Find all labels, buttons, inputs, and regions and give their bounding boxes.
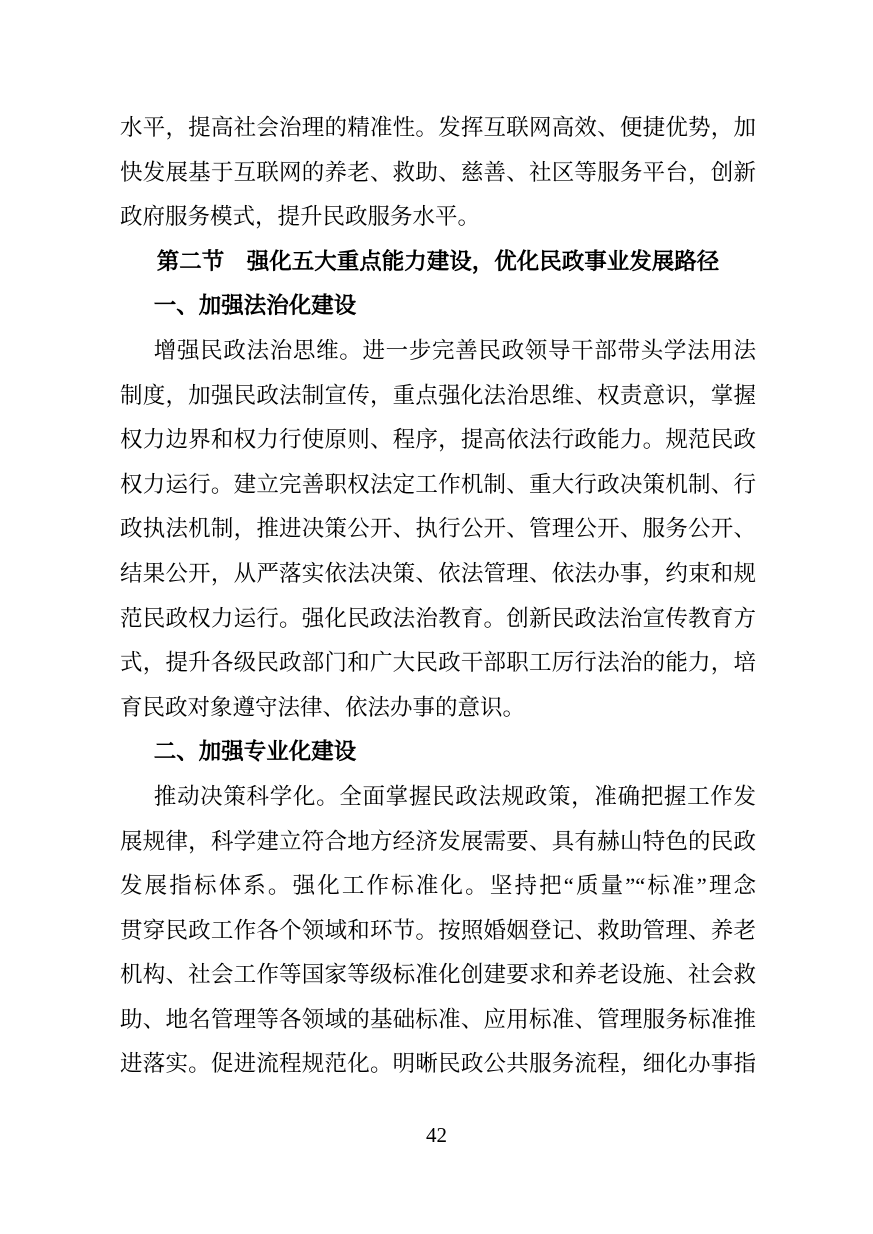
text-line: 政执法机制，推进决策公开、执行公开、管理公开、服务公开、 — [120, 516, 756, 542]
text-line: 制度，加强民政法制宣传，重点强化法治思维、权责意识，掌握 — [120, 382, 756, 408]
text-line: 权力运行。建立完善职权法定工作机制、重大行政决策机制、行 — [120, 471, 756, 497]
text-line: 范民政权力运行。强化民政法治教育。创新民政法治宣传教育方 — [120, 605, 756, 631]
subsection-1-heading: 一、加强法治化建设 — [153, 293, 357, 319]
text-line: 进落实。促进流程规范化。明晰民政公共服务流程，细化办事指 — [120, 1051, 756, 1077]
text-line: 推动决策科学化。全面掌握民政法规政策，准确把握工作发 — [153, 783, 756, 809]
text-line: 增强民政法治思维。进一步完善民政领导干部带头学法用法 — [153, 337, 756, 363]
text-line: 贯穿民政工作各个领域和环节。按照婚姻登记、救助管理、养老 — [120, 917, 756, 943]
text-line: 发展指标体系。强化工作标准化。坚持把“质量”“标准”理念 — [120, 873, 756, 899]
text-line: 水平，提高社会治理的精准性。发挥互联网高效、便捷优势，加 — [120, 115, 756, 140]
content-area — [120, 106, 756, 1087]
text-line: 快发展基于互联网的养老、救助、慈善、社区等服务平台，创新 — [120, 159, 756, 185]
text-line: 机构、社会工作等国家等级标准化创建要求和养老设施、社会救 — [120, 962, 756, 988]
text-line: 育民政对象遵守法律、依法办事的意识。 — [120, 694, 526, 720]
text-line: 权力边界和权力行使原则、程序，提高依法行政能力。规范民政 — [120, 427, 756, 453]
text-line: 式，提升各级民政部门和广大民政干部职工厉行法治的能力，培 — [120, 650, 756, 676]
text-line: 展规律，科学建立符合地方经济发展需要、具有赫山特色的民政 — [120, 828, 756, 854]
section-heading: 第二节 强化五大重点能力建设，优化民政事业发展路径 — [156, 248, 720, 274]
text-line: 助、地名管理等各领域的基础标准、应用标准、管理服务标准推 — [120, 1006, 756, 1032]
text-line: 政府服务模式，提升民政服务水平。 — [120, 204, 481, 230]
page-number: 42 — [426, 1123, 447, 1147]
subsection-2-heading: 二、加强专业化建设 — [153, 739, 357, 765]
text-line: 结果公开，从严落实依法决策、依法管理、依法办事，约束和规 — [120, 560, 756, 586]
